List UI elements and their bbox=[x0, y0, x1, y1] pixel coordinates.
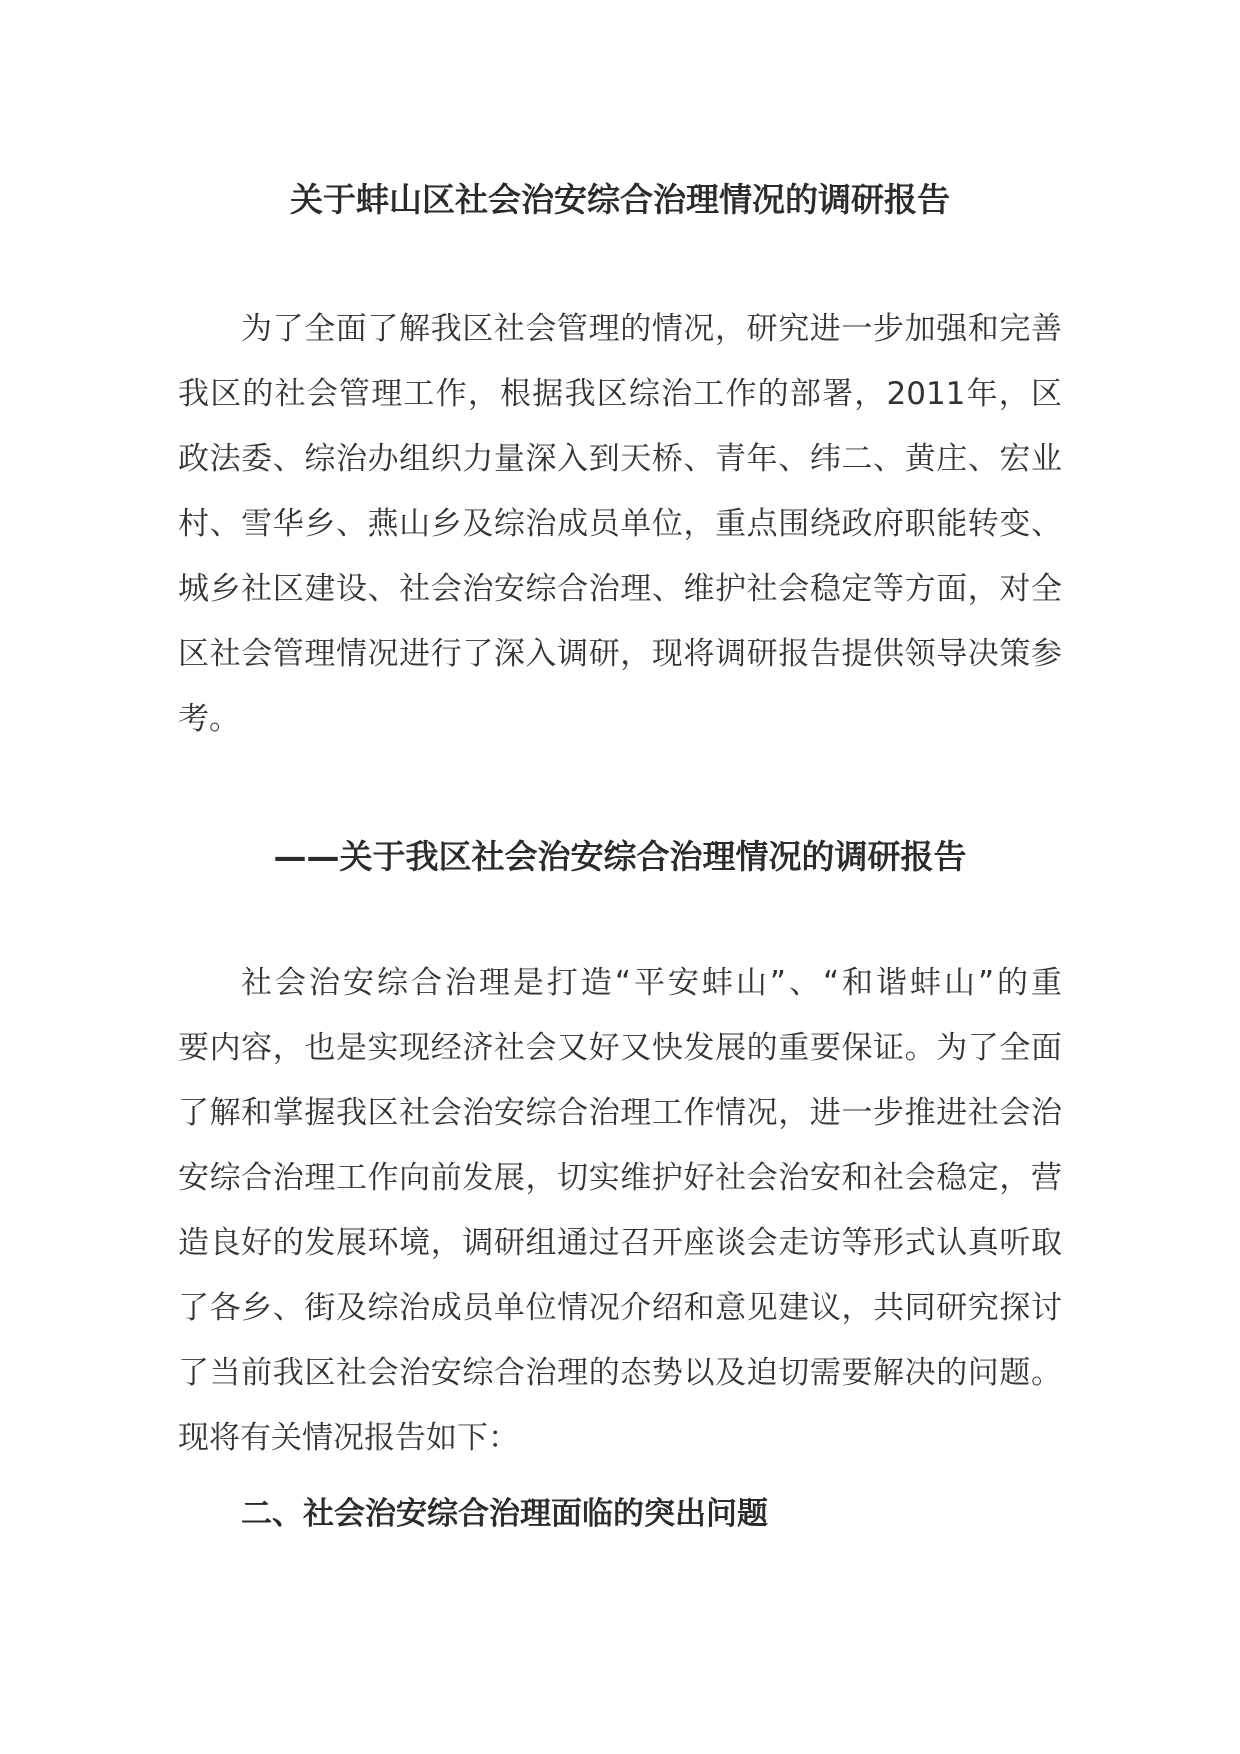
text-line: 为了全面了解我区社会管理的情况，研究进一步加强和完善 bbox=[241, 311, 1062, 347]
text-line: 政法委、综治办组织力量深入到天桥、青年、纬二、黄庄、宏业 bbox=[178, 441, 1062, 477]
text-line: 社会治安综合治理是打造“平安蚌山”、“和谐蚌山”的重 bbox=[241, 965, 1062, 1001]
text-line: 现将有关情况报告如下： bbox=[178, 1420, 519, 1456]
text-line: 造良好的发展环境，调研组通过召开座谈会走访等形式认真听取 bbox=[178, 1225, 1062, 1261]
text-line: 我区的社会管理工作，根据我区综治工作的部署，2011年，区 bbox=[178, 376, 1062, 412]
document-subtitle: ——关于我区社会治安综合治理情况的调研报告 bbox=[273, 837, 967, 876]
text-line: 了各乡、街及综治成员单位情况介绍和意见建议，共同研究探讨 bbox=[178, 1290, 1062, 1326]
body-paragraph bbox=[178, 951, 1062, 1471]
text-line: 了解和掌握我区社会治安综合治理工作情况，进一步推进社会治 bbox=[178, 1095, 1062, 1131]
text-line: 了当前我区社会治安综合治理的态势以及迫切需要解决的问题。 bbox=[178, 1355, 1062, 1391]
text-line: 安综合治理工作向前发展，切实维护好社会治安和社会稳定，营 bbox=[178, 1160, 1062, 1196]
text-line: 区社会管理情况进行了深入调研，现将调研报告提供领导决策参 bbox=[178, 636, 1062, 672]
text-line: 考。 bbox=[178, 701, 240, 737]
text-line: 要内容，也是实现经济社会又好又快发展的重要保证。为了全面 bbox=[178, 1030, 1062, 1066]
text-line: 城乡社区建设、社会治安综合治理、维护社会稳定等方面，对全 bbox=[178, 571, 1062, 607]
text-line: 村、雪华乡、燕山乡及综治成员单位，重点围绕政府职能转变、 bbox=[178, 506, 1062, 542]
section-heading: 二、社会治安综合治理面临的突出问题 bbox=[241, 1496, 768, 1532]
intro-paragraph bbox=[178, 297, 1062, 752]
document-title: 关于蚌山区社会治安综合治理情况的调研报告 bbox=[290, 180, 950, 219]
